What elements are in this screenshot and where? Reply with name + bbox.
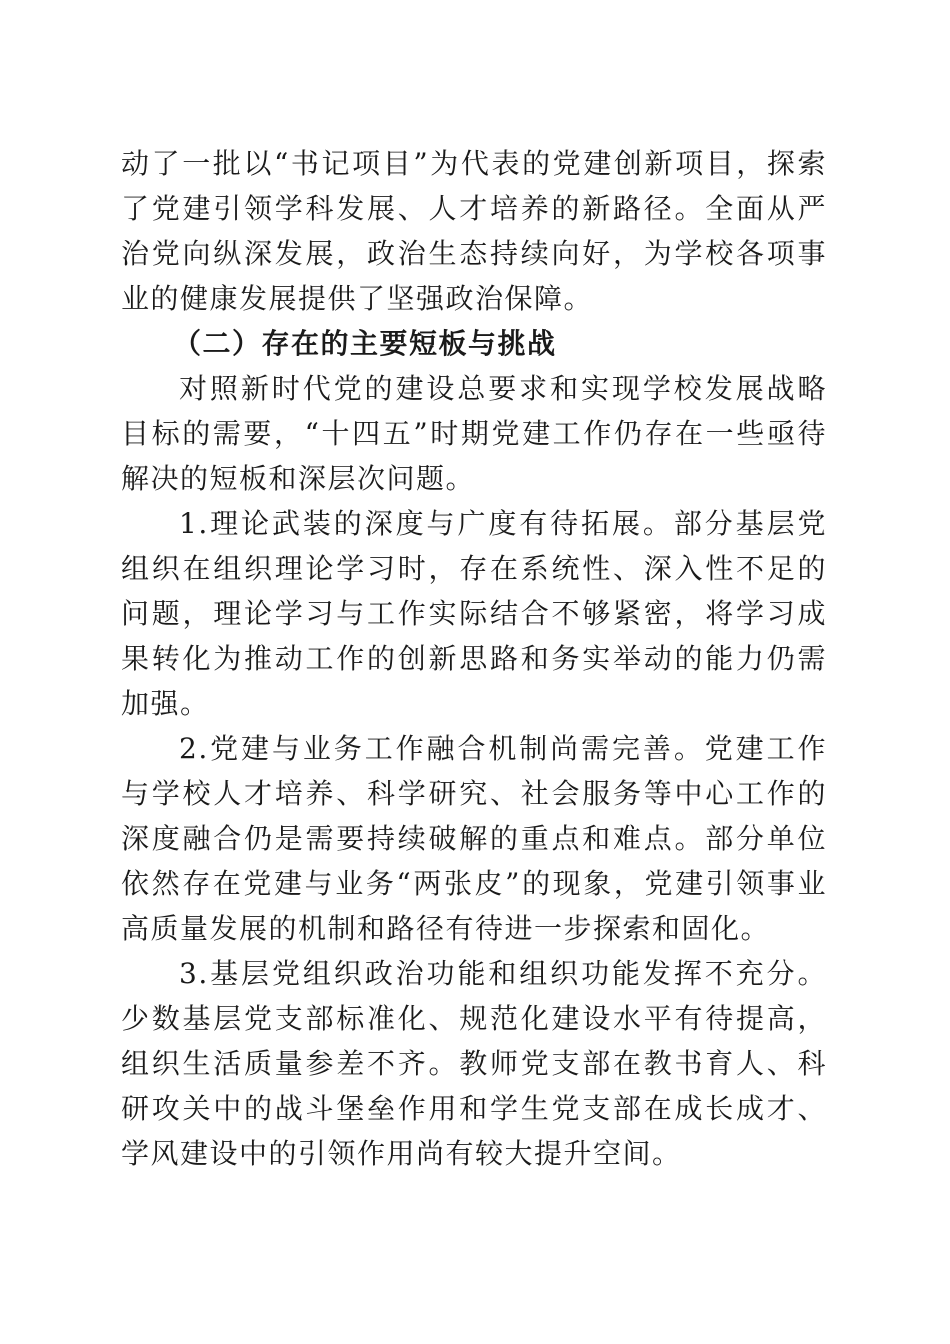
paragraph-item-2: 2.党建与业务工作融合机制尚需完善。党建工作与学校人才培养、科学研究、社会服务等中心工作的深度融合仍是需要持续破解的重点和难点。部分单位依然存在党建与业务“两张皮”的现象，党建引领事业高质量发展的机制和路径有待进一步探索和固化。	[121, 732, 827, 945]
paragraph-item-1: 1.理论武装的深度与广度有待拓展。部分基层党组织在组织理论学习时，存在系统性、深入性不足的问题，理论学习与工作实际结合不够紧密，将学习成果转化为推动工作的创新思路和务实举动的能力仍需加强。	[121, 507, 827, 720]
paragraph-continuation: 动了一批以“书记项目”为代表的党建创新项目，探索了党建引领学科发展、人才培养的新路径。全面从严治党向纵深发展，政治生态持续向好，为学校各项事业的健康发展提供了坚强政治保障。	[121, 147, 827, 315]
paragraph-item-3: 3.基层党组织政治功能和组织功能发挥不充分。少数基层党支部标准化、规范化建设水平有待提高，组织生活质量参差不齐。教师党支部在教书育人、科研攻关中的战斗堡垒作用和学生党支部在成长成才、学风建设中的引领作用尚有较大提升空间。	[121, 957, 827, 1170]
section-heading: （二）存在的主要短板与挑战	[173, 327, 557, 360]
paragraph-intro: 对照新时代党的建设总要求和实现学校发展战略目标的需要，“十四五”时期党建工作仍存在一些亟待解决的短板和深层次问题。	[121, 372, 827, 495]
document-body	[121, 141, 827, 1176]
